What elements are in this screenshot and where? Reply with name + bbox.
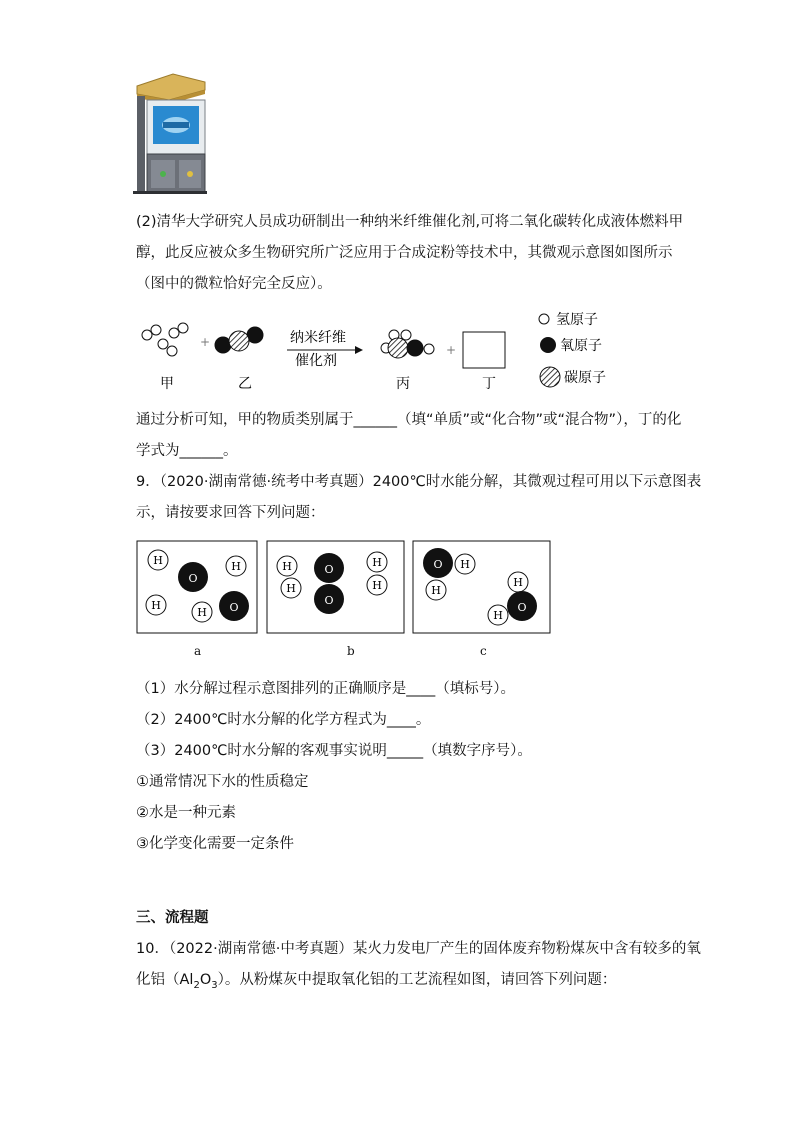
catalyst-bottom: 催化剂	[295, 353, 337, 369]
q10-line2-part-a: 化铝（Al	[136, 972, 194, 988]
atom-h: H	[513, 576, 523, 589]
atom-h: H	[151, 599, 161, 612]
atom-h: H	[460, 558, 470, 571]
ding-empty-box	[463, 332, 505, 368]
atom-h: H	[372, 579, 382, 592]
q10-subscript-2: 3	[211, 979, 218, 991]
q9-sub1: （1）水分解过程示意图排列的正确顺序是____（填标号）。	[136, 681, 515, 697]
section-title: 三、流程题	[136, 910, 209, 926]
jia-molecules	[142, 323, 188, 356]
legend	[539, 312, 606, 387]
atom-h: H	[493, 609, 503, 622]
water-decomposition-diagram	[136, 540, 554, 636]
atom-o: O	[324, 563, 334, 576]
q10-line2-part-b: O	[199, 972, 212, 988]
q10-line2	[136, 970, 616, 996]
q9-sub2: （2）2400℃时水分解的化学方程式为____。	[136, 712, 431, 728]
reaction-diagram	[130, 306, 630, 396]
box-label-b: b	[347, 644, 355, 658]
q10-line1: 10．（2022·湖南常德·中考真题）某火力发电厂产生的固体废弃物粉煤灰中含有较多的氧	[136, 941, 701, 957]
atom-o: O	[324, 594, 334, 607]
q9-line1: 9．（2020·湖南常德·统考中考真题）2400℃时水能分解，其微观过程可用以下示意图表	[136, 474, 702, 490]
atom-h: H	[431, 584, 441, 597]
legend-oxygen: 氧原子	[560, 338, 602, 354]
q10-line2-part-c: ）。从粉煤灰中提取氧化铝的工艺流程如图，请回答下列问题：	[217, 972, 617, 988]
q8-part2-line3: （图中的微粒恰好完全反应）。	[136, 276, 332, 292]
bing-molecule	[381, 330, 434, 358]
q8-part2-line2: 醇，此反应被众多生物研究所广泛应用于合成淀粉等技术中，其微观示意图如图所示	[136, 245, 673, 261]
box-label-c: c	[480, 644, 487, 658]
q9-sub3: （3）2400℃时水分解的客观事实说明_____（填数字序号）。	[136, 743, 532, 759]
atom-h: H	[197, 606, 207, 619]
label-yi: 乙	[238, 376, 252, 392]
q8-part2-line1: (2)清华大学研究人员成功研制出一种纳米纤维催化剂,可将二氧化碳转化成液体燃料甲	[136, 214, 684, 230]
yi-molecule	[215, 327, 263, 353]
atom-o: O	[433, 558, 443, 571]
legend-hydrogen-icon	[539, 314, 549, 324]
legend-carbon-icon	[540, 367, 560, 387]
box-label-a: a	[194, 644, 202, 658]
legend-carbon: 碳原子	[564, 370, 606, 386]
atom-h: H	[231, 560, 241, 573]
q9-option-2: ②水是一种元素	[136, 805, 236, 821]
atom-h: H	[282, 560, 292, 573]
legend-hydrogen: 氢原子	[556, 312, 598, 328]
q9-option-3: ③化学变化需要一定条件	[136, 836, 294, 852]
label-jia: 甲	[160, 376, 174, 392]
q8-answer-line1: 通过分析可知，甲的物质类别属于______（填“单质”或“化合物”或“混合物”），丁的化	[136, 412, 682, 428]
legend-oxygen-icon	[540, 337, 556, 353]
q8-answer-line2: 学式为______。	[136, 443, 238, 459]
q9-line2: 示，请按要求回答下列问题：	[136, 505, 325, 521]
catalyst-top: 纳米纤维	[290, 330, 346, 346]
atom-h: H	[153, 554, 163, 567]
atom-o: O	[229, 601, 239, 614]
atom-h: H	[372, 556, 382, 569]
plus-sign-2: +	[446, 343, 457, 357]
atom-o: O	[517, 601, 527, 614]
kiosk-photo	[133, 70, 207, 194]
q9-option-1: ①通常情况下水的性质稳定	[136, 774, 309, 790]
label-ding: 丁	[482, 376, 496, 392]
atom-o: O	[188, 572, 198, 585]
q10-subscript-1: 2	[193, 979, 200, 991]
plus-sign-1: +	[200, 335, 211, 349]
label-bing: 丙	[396, 376, 410, 392]
atom-h: H	[286, 582, 296, 595]
